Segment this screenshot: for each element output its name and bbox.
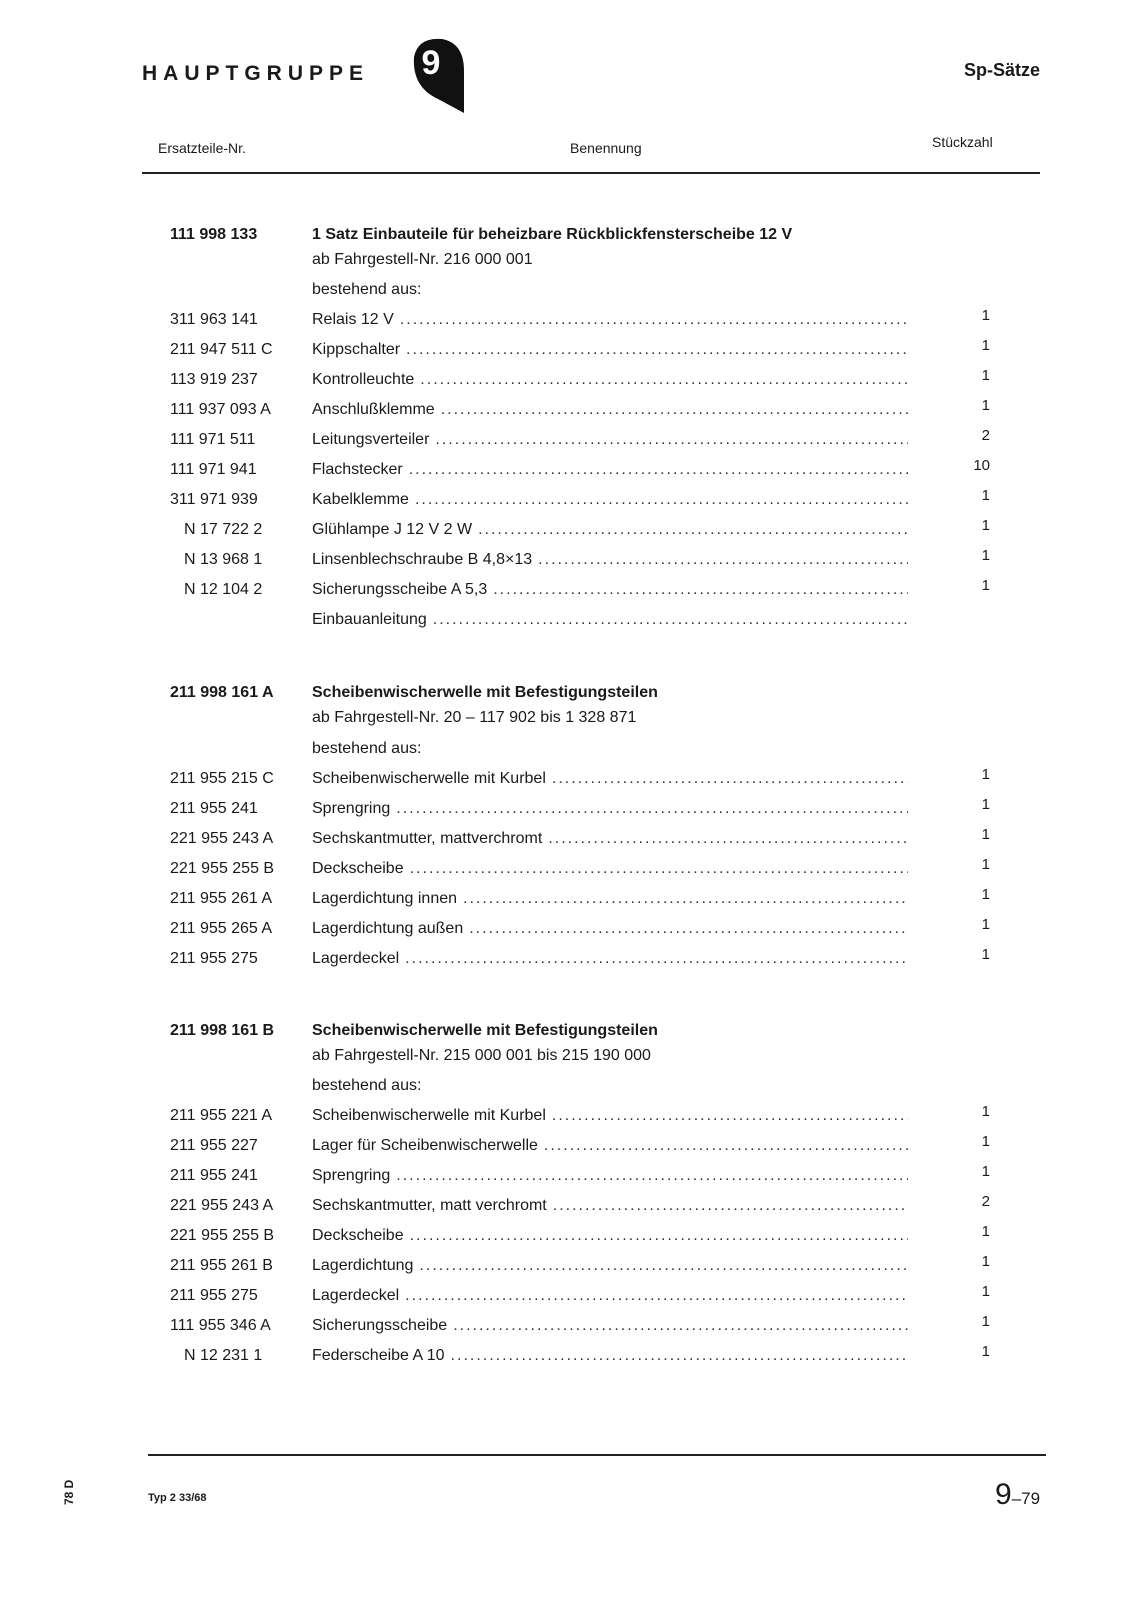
part-number: 113 919 237 bbox=[170, 371, 258, 388]
column-header-part-number: Ersatzteile-Nr. bbox=[158, 140, 246, 156]
kit-subtitle: ab Fahrgestell-Nr. 20 – 117 902 bis 1 328 871 bbox=[312, 709, 637, 726]
part-number: N 12 231 1 bbox=[184, 1347, 263, 1364]
part-name: Federscheibe A 10 ..... bbox=[312, 1347, 908, 1365]
part-quantity: 1 bbox=[981, 1133, 990, 1150]
kit-consisting-label: bestehend aus: bbox=[312, 281, 422, 298]
part-quantity: 1 bbox=[981, 796, 990, 813]
kit-part-number: 111 998 133 bbox=[170, 226, 258, 243]
part-name: Lager für Scheibenwischerwelle ..... bbox=[312, 1137, 908, 1155]
kit-part-number: 211 998 161 B bbox=[170, 1022, 275, 1039]
part-quantity: 1 bbox=[981, 1223, 990, 1240]
part-quantity: 1 bbox=[981, 1163, 990, 1180]
part-quantity: 1 bbox=[981, 547, 990, 564]
part-number: 211 955 227 bbox=[170, 1137, 258, 1154]
part-quantity: 1 bbox=[981, 826, 990, 843]
part-name: Lagerdichtung innen ..... bbox=[312, 890, 908, 908]
part-number: N 12 104 2 bbox=[184, 581, 263, 598]
column-header-name: Benennung bbox=[570, 140, 642, 156]
part-name: Glühlampe J 12 V 2 W ..... bbox=[312, 521, 908, 539]
part-number: 211 947 511 C bbox=[170, 341, 273, 358]
part-number: 211 955 275 bbox=[170, 950, 258, 967]
part-quantity: 1 bbox=[981, 337, 990, 354]
part-quantity: 1 bbox=[981, 577, 990, 594]
part-number: N 17 722 2 bbox=[184, 521, 263, 538]
part-name: Linsenblechschraube B 4,8×13 ..... bbox=[312, 551, 908, 569]
kit-title: Scheibenwischerwelle mit Befestigungsteilen bbox=[312, 1022, 658, 1039]
part-name: Kabelklemme ..... bbox=[312, 491, 908, 509]
part-number: 211 955 241 bbox=[170, 800, 258, 817]
table-row bbox=[0, 577, 1142, 611]
part-name: Sechskantmutter, mattverchromt ..... bbox=[312, 830, 908, 848]
kit-subtitle: ab Fahrgestell-Nr. 216 000 001 bbox=[312, 251, 533, 268]
part-number: N 13 968 1 bbox=[184, 551, 263, 568]
part-name: Kontrolleuchte ..... bbox=[312, 371, 908, 389]
part-name: Leitungsverteiler ..... bbox=[312, 431, 908, 449]
kit-title: 1 Satz Einbauteile für beheizbare Rückblickfensterscheibe 12 V bbox=[312, 226, 793, 243]
part-number: 221 955 243 A bbox=[170, 830, 274, 847]
page-number: 9–79 bbox=[995, 1478, 1041, 1511]
part-number: 211 955 261 A bbox=[170, 890, 273, 907]
part-quantity: 2 bbox=[981, 1193, 990, 1210]
part-number: 111 937 093 A bbox=[170, 401, 271, 418]
part-number: 211 955 221 A bbox=[170, 1107, 273, 1124]
part-name: Deckscheibe ..... bbox=[312, 860, 908, 878]
part-quantity: 1 bbox=[981, 916, 990, 933]
kit-title: Scheibenwischerwelle mit Befestigungsteilen bbox=[312, 684, 658, 701]
part-quantity: 1 bbox=[981, 1253, 990, 1270]
part-number: 211 955 275 bbox=[170, 1287, 258, 1304]
part-name: Sprengring ..... bbox=[312, 1167, 908, 1185]
part-name: Lagerdichtung ..... bbox=[312, 1257, 908, 1275]
part-number: 211 955 241 bbox=[170, 1167, 258, 1184]
part-quantity: 1 bbox=[981, 397, 990, 414]
part-name: Anschlußklemme ..... bbox=[312, 401, 908, 419]
part-number: 221 955 255 B bbox=[170, 1227, 275, 1244]
part-number: 311 963 141 bbox=[170, 311, 258, 328]
part-quantity: 1 bbox=[981, 766, 990, 783]
part-name: Flachstecker ..... bbox=[312, 461, 908, 479]
part-name: Sprengring ..... bbox=[312, 800, 908, 818]
part-quantity: 2 bbox=[981, 427, 990, 444]
part-quantity: 1 bbox=[981, 487, 990, 504]
table-row bbox=[0, 1343, 1142, 1377]
part-number: 211 955 265 A bbox=[170, 920, 273, 937]
kit-consisting-label: bestehend aus: bbox=[312, 1077, 422, 1094]
part-quantity: 1 bbox=[981, 1283, 990, 1300]
part-name: Scheibenwischerwelle mit Kurbel ..... bbox=[312, 1107, 908, 1125]
part-quantity: 1 bbox=[981, 886, 990, 903]
part-name: Lagerdichtung außen ..... bbox=[312, 920, 908, 938]
part-number: 111 955 346 A bbox=[170, 1317, 271, 1334]
part-name: Sicherungsscheibe A 5,3 ..... bbox=[312, 581, 908, 599]
part-name: Sicherungsscheibe ..... bbox=[312, 1317, 908, 1335]
footer-divider bbox=[148, 1454, 1046, 1456]
part-name: Scheibenwischerwelle mit Kurbel ..... bbox=[312, 770, 908, 788]
table-row bbox=[0, 611, 1142, 641]
part-number: 211 955 215 C bbox=[170, 770, 274, 787]
kit-consisting-label: bestehend aus: bbox=[312, 740, 422, 757]
section-title: Sp-Sätze bbox=[963, 60, 1040, 80]
part-number: 221 955 255 B bbox=[170, 860, 275, 877]
part-name: Relais 12 V ..... bbox=[312, 311, 908, 329]
group-number: 9 bbox=[421, 44, 441, 82]
part-name: Kippschalter ..... bbox=[312, 341, 908, 359]
part-number: 211 955 261 B bbox=[170, 1257, 273, 1274]
part-quantity: 1 bbox=[981, 307, 990, 324]
part-name: Sechskantmutter, matt verchromt ..... bbox=[312, 1197, 908, 1215]
kit-part-number: 211 998 161 A bbox=[170, 684, 274, 701]
part-quantity: 1 bbox=[981, 1313, 990, 1330]
part-quantity: 1 bbox=[981, 946, 990, 963]
footer-model: Typ 2 33/68 bbox=[148, 1492, 207, 1504]
part-quantity: 10 bbox=[973, 457, 990, 474]
kit-subtitle: ab Fahrgestell-Nr. 215 000 001 bis 215 190 000 bbox=[312, 1047, 651, 1064]
part-name: Deckscheibe ..... bbox=[312, 1227, 908, 1245]
part-number: 311 971 939 bbox=[170, 491, 258, 508]
part-quantity: 1 bbox=[981, 1103, 990, 1120]
part-number: 111 971 511 bbox=[170, 431, 256, 448]
page-title: HAUPTGRUPPE bbox=[142, 62, 370, 85]
part-name: Einbauanleitung ..... bbox=[312, 611, 908, 629]
table-row bbox=[0, 946, 1142, 980]
header-divider bbox=[142, 172, 1040, 174]
part-number: 221 955 243 A bbox=[170, 1197, 274, 1214]
part-quantity: 1 bbox=[981, 517, 990, 534]
side-code: 78 D bbox=[62, 1479, 76, 1505]
part-name: Lagerdeckel ..... bbox=[312, 1287, 908, 1305]
part-quantity: 1 bbox=[981, 856, 990, 873]
part-quantity: 1 bbox=[981, 367, 990, 384]
part-name: Lagerdeckel ..... bbox=[312, 950, 908, 968]
part-number: 111 971 941 bbox=[170, 461, 257, 478]
part-quantity: 1 bbox=[981, 1343, 990, 1360]
column-header-quantity: Stückzahl bbox=[932, 134, 993, 150]
